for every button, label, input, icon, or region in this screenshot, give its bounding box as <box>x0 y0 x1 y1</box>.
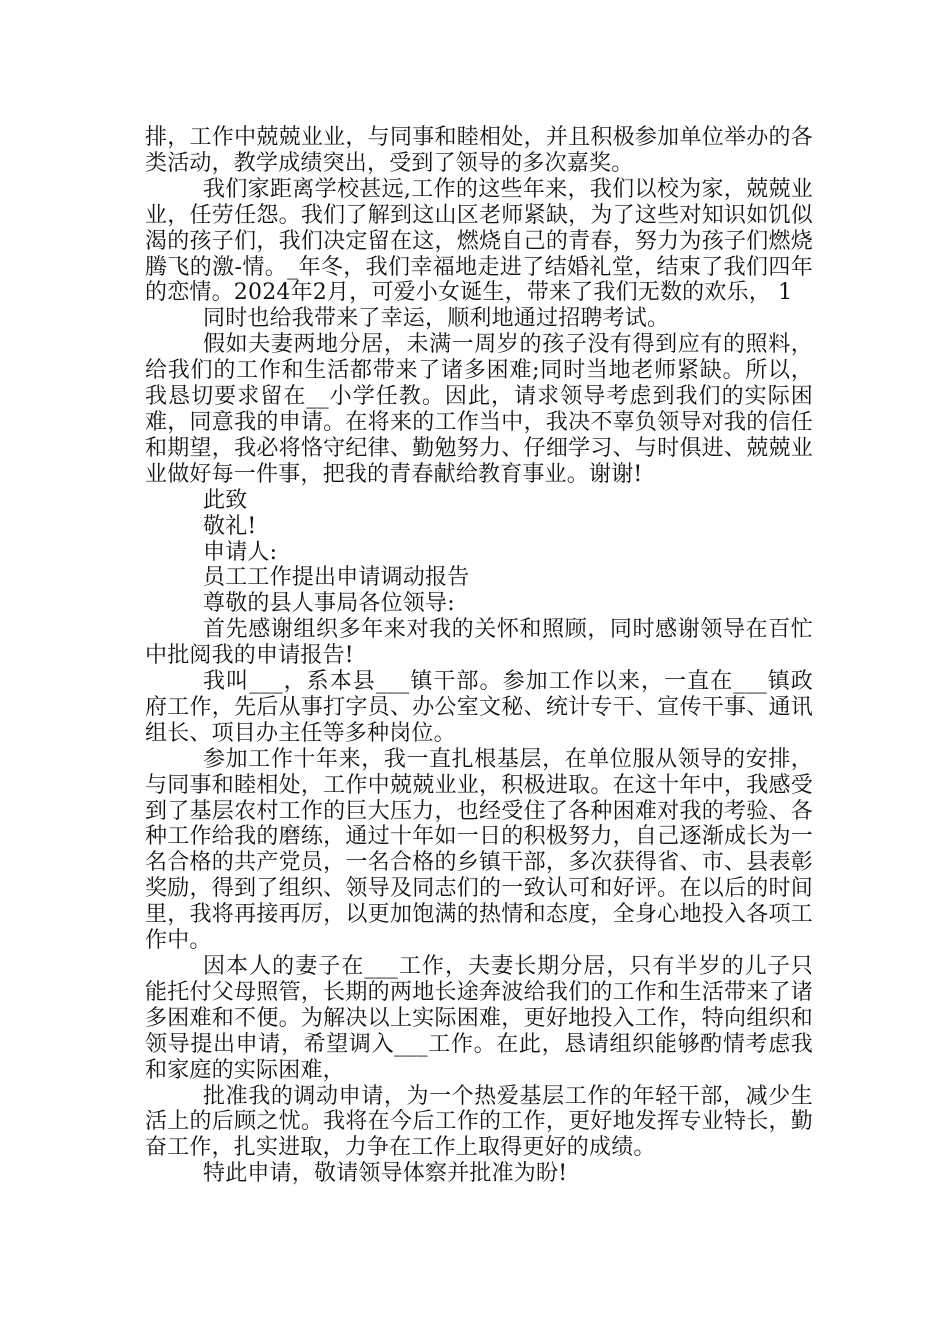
paragraph-family-situation: 因本人的妻子在___工作，夫妻长期分居，只有半岁的儿子只能托付父母照管，长期的两地长途奔波给我们的工作和生活带来了诸多困难和不便。为解决以上实际困难，更好地投入工作，特向组织和领导提出申请，希望调入___工作。在此，恳请组织能够酌情考虑我和家庭的实际困难， <box>145 954 813 1083</box>
paragraph-closing: 特此申请，敬请领导体察并批准为盼! <box>203 1161 568 1187</box>
paragraph-introduction: 我叫___，系本县___镇干部。参加工作以来，一直在___镇政府工作，先后从事打字员、办公室文秘、统计专干、宣传干事、通讯组长、项目办主任等多种岗位。 <box>145 669 813 746</box>
paragraph-request: 批准我的调动申请，为一个热爱基层工作的年轻干部，减少生活上的后顾之忧。我将在今后工作的工作，更好地发挥专业特长，勤奋工作，扎实进取，力争在工作上取得更好的成绩。 <box>145 1083 813 1161</box>
closing-salutation: 此致 <box>203 487 248 513</box>
paragraph-3: 同时也给我带来了幸运，顺利地通过招聘考试。 <box>203 306 670 332</box>
paragraph-1: 排，工作中兢兢业业，与同事和睦相处，并且积极参加单位举办的各类活动，教学成绩突出，受到了领导的多次嘉奖。 <box>145 125 813 176</box>
applicant-label: 申请人: <box>203 539 278 565</box>
document-page <box>145 125 813 1187</box>
closing-respect: 敬礼! <box>203 513 257 539</box>
paragraph-4: 假如夫妻两地分居，未满一周岁的孩子没有得到应有的照料，给我们的工作和生活都带来了诸多困难;同时当地老师紧缺。所以，我恳切要求留在__小学任教。因此，请求领导考虑到我们的实际困难，同意我的申请。在将来的工作当中，我决不辜负领导对我的信任和期望，我必将恪守纪律、勤勉努力、仔细学习、与时俱进、兢兢业业做好每一件事，把我的青春献给教育事业。谢谢! <box>145 332 813 487</box>
greeting: 尊敬的县人事局各位领导: <box>203 591 455 617</box>
paragraph-experience: 参加工作十年来，我一直扎根基层，在单位服从领导的安排，与同事和睦相处，工作中兢兢业业，积极进取。在这十年中，我感受到了基层农村工作的巨大压力，也经受住了各种困难对我的考验、各种工作给我的磨练，通过十年如一日的积极努力，自己逐渐成长为一名合格的共产党员，一名合格的乡镇干部，多次获得省、市、县表彰奖励，得到了组织、领导及同志们的一致认可和好评。在以后的时间里，我将再接再厉，以更加饱满的热情和态度，全身心地投入各项工作中。 <box>145 746 813 954</box>
paragraph-2: 我们家距离学校甚远,工作的这些年来，我们以校为家，兢兢业业，任劳任怨。我们了解到这山区老师紧缺，为了这些对知识如饥似渴的孩子们，我们决定留在这，燃烧自己的青春，努力为孩子们燃烧腾飞的激-情。_年冬，我们幸福地走进了结婚礼堂，结束了我们四年的恋情。2024年2月，可爱小女诞生，带来了我们无数的欢乐， 1 <box>145 176 813 306</box>
report-title: 员工工作提出申请调动报告 <box>203 565 470 591</box>
paragraph-thanks: 首先感谢组织多年来对我的关怀和照顾，同时感谢领导在百忙中批阅我的申请报告! <box>145 617 813 669</box>
